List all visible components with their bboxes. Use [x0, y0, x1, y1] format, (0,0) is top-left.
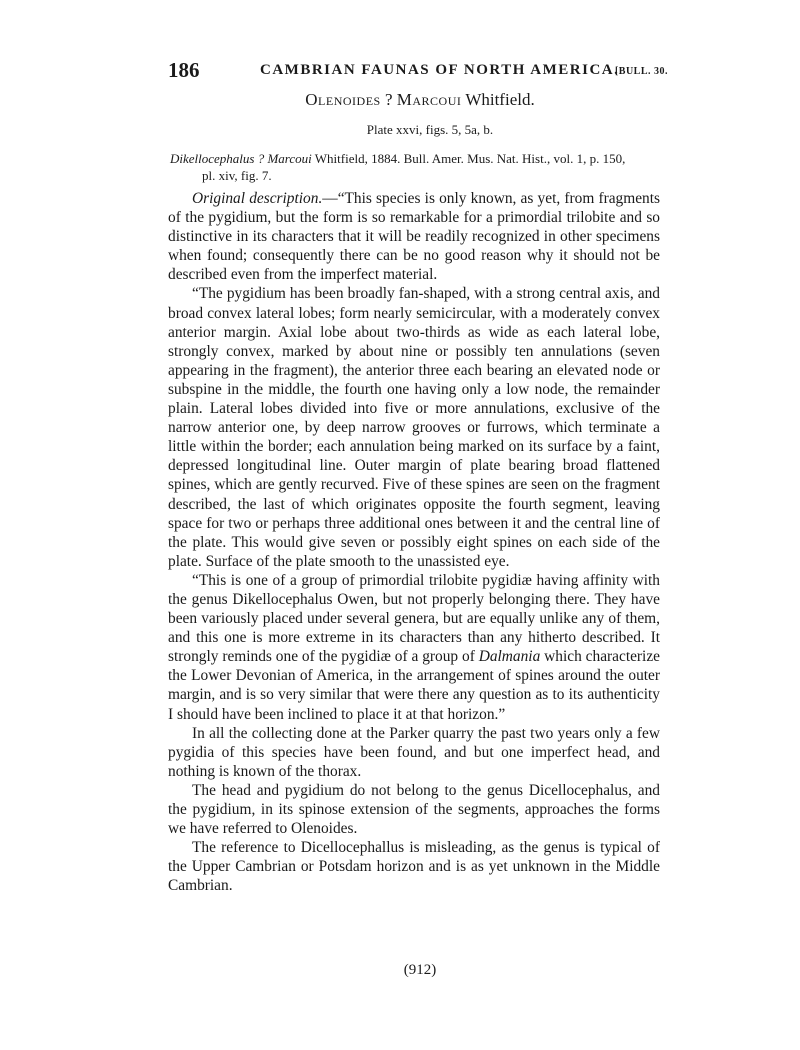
dalmania-genus: Dalmania: [478, 648, 541, 666]
synonymy-taxon: Dikellocephalus ? Marcoui: [170, 151, 312, 166]
page-header: [168, 58, 668, 84]
species-author: Whitfield.: [461, 90, 535, 109]
paragraph-original-description: [168, 189, 660, 284]
page-footer: (912): [403, 962, 437, 978]
original-description-label: Original description.: [192, 190, 323, 207]
paragraph-genus: The head and pygidium do not belong to the genus Dicellocephalus, and the pygidium, in its spinose extension of the segments, approaches the forms we have referred to Olenoides.: [168, 781, 660, 838]
paragraph-affinity: [168, 571, 660, 724]
genus-name: Olenoides: [305, 90, 381, 109]
bulletin-reference: [BULL. 30.: [614, 66, 668, 77]
paragraph-reference: The reference to Dicellocephallus is misleading, as the genus is typical of the Upper Cambrian or Potsdam horizon and is as yet unknown in the Middle Cambrian.: [168, 839, 660, 895]
paragraph-collecting: In all the collecting done at the Parker quarry the past two years only a few pygidia of this species have been found, and but one imperfect head, and nothing is known of the thorax.: [168, 724, 660, 780]
synonymy-citation: [170, 150, 660, 184]
paragraph-pygidium: “The pygidium has been broadly fan-shaped, with a strong central axis, and broad convex lateral lobes; form nearly semicircular, with a moderately convex anterior margin. Axial lobe about two-thirds as wide as each lateral lobe, strongly convex, marked by about nine or possibly ten annulations (seven appearing in the fragment), the anterior three each bearing an elevated node or subspine in the middle, the fourth one having only a low node, the remainder plain. Lateral lobes divided into five or more annulations, exclusive of the narrow anterior one, by deep narrow grooves or furrows, which terminate a little within the border; each annulation being marked on its surface by a faint, depressed longitudinal line. Outer margin of plate bearing broad flattened spines, which are gently recurved. Five of these spines are seen on the fragment described, the last of which originates opposite the fourth segment, leaving space for two or perhaps three additional ones between it and the central line of the plate. This would give seven or possibly eight spines on each side of the plate. Surface of the plate smooth to the unassisted eye.: [168, 285, 660, 570]
page-number: 186: [168, 58, 200, 82]
body-text: [168, 189, 660, 895]
species-heading: [0, 90, 800, 110]
synonymy-continuation: pl. xiv, fig. 7.: [202, 168, 272, 183]
original-description-text: —“This species is only known, as yet, from fragments of the pygidium, but the form is so remarkable for a primordial trilobite and so distinctive in its characters that it will be readily recognized in other specimens when found; consequently there can be no good reason why it should not be described even from the imperfect material.: [168, 190, 661, 284]
plate-reference: Plate xxvi, figs. 5, 5a, b.: [366, 122, 494, 137]
synonymy-source: Whitfield, 1884. Bull. Amer. Mus. Nat. Hist., vol. 1, p. 150,: [311, 151, 626, 166]
species-name: Marcoui: [396, 90, 462, 109]
running-title: CAMBRIAN FAUNAS OF NORTH AMERICA.: [260, 62, 620, 78]
query-mark: ?: [380, 90, 397, 109]
affinity-text-b: which characterize the Lower Devonian of America, in the arrangement of spines around the outer margin, and is so very similar that were there any question as to its authenticity I should have been inclined to place it at that horizon.”: [168, 648, 660, 723]
affinity-text-a: “This is one of a group of primordial trilobite pygidiæ having affinity with the genus Dikellocephalus Owen, but not properly belonging there. They have been variously placed under several genera, but are equally unlike any of them, and this one is more extreme in its characters than any hitherto described. It strongly reminds one of the pygidiæ of a group of: [168, 571, 660, 666]
